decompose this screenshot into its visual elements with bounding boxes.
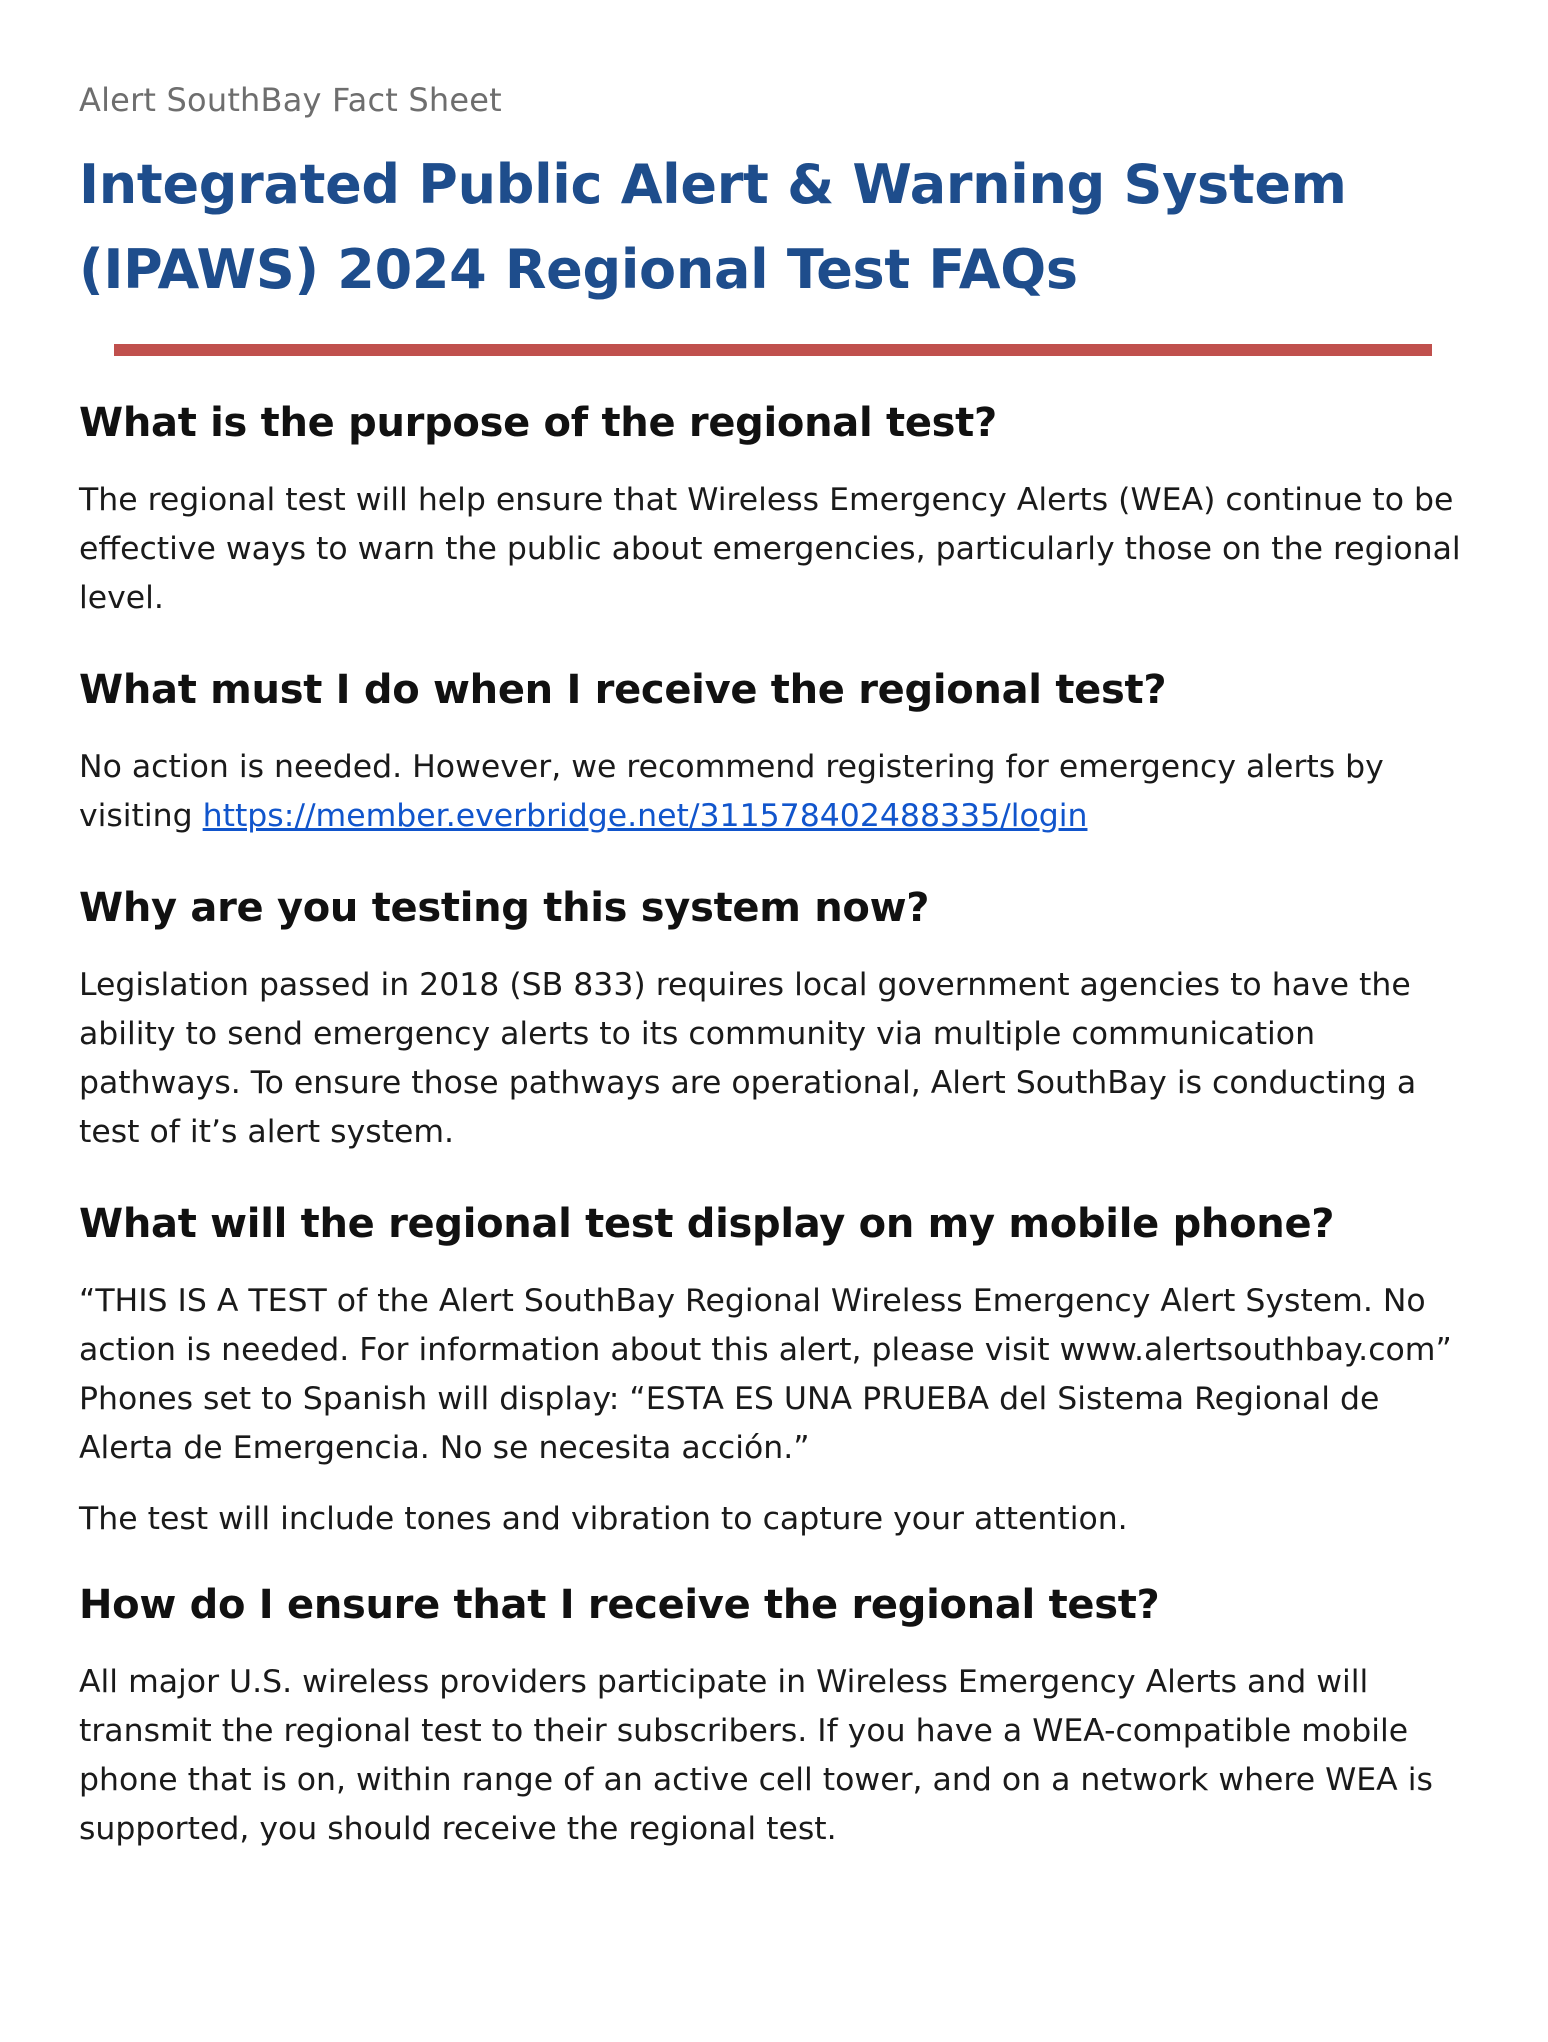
faq-answer-purpose: The regional test will help ensure that Wireless Emergency Alerts (WEA) continue to be effective ways to warn the public about emergencies, particularly those on the regional level.: [79, 482, 1461, 616]
faq-question-purpose: What is the purpose of the regional test?: [79, 400, 997, 446]
title-divider: [114, 344, 1432, 356]
faq-answer-display-tones: The test will include tones and vibration to capture your attention.: [79, 1501, 1128, 1537]
faq-answer-ensure-receive: All major U.S. wireless providers participate in Wireless Emergency Alerts and will transmit the regional test to their subscribers. If you have a WEA-compatible mobile phone that is on, within range of an active cell tower, and on a network where WEA is supported, you should receive the regional test.: [79, 1664, 1433, 1847]
document-eyebrow: Alert SouthBay Fact Sheet: [79, 81, 502, 119]
faq-answer-display: “THIS IS A TEST of the Alert SouthBay Regional Wireless Emergency Alert System. No action is needed. For information about this alert, please visit www.alertsouthbay.com” Phones set to Spanish will display: “ESTA ES UNA PRUEBA del Sistema Regional de Alerta de Emergencia. No se necesita acción.”: [79, 1283, 1452, 1466]
registration-link[interactable]: https://member.everbridge.net/311578402488335/login: [202, 798, 1088, 834]
title-line-1: Integrated Public Alert & Warning System: [79, 153, 1347, 216]
faq-answer-why-now: Legislation passed in 2018 (SB 833) requires local government agencies to have the ability to send emergency alerts to its community via multiple communication pathways. To ensure those pathways are operational, Alert SouthBay is conducting a test of it’s alert system.: [79, 967, 1417, 1150]
faq-question-display: What will the regional test display on my mobile phone?: [79, 1201, 1335, 1247]
title-line-2: (IPAWS) 2024 Regional Test FAQs: [79, 238, 1078, 301]
faq-question-ensure-receive: How do I ensure that I receive the regional test?: [79, 1582, 1160, 1628]
faq-answer-action-text: No action is needed. However, we recommend registering for emergency alerts by visiting: [79, 749, 1384, 834]
fact-sheet-page: [79, 78, 1479, 1854]
faq-question-why-now: Why are you testing this system now?: [79, 885, 930, 931]
faq-answer-action: [79, 743, 1479, 841]
faq-question-action: What must I do when I receive the regional test?: [79, 667, 1167, 713]
page-title: [79, 142, 1479, 312]
